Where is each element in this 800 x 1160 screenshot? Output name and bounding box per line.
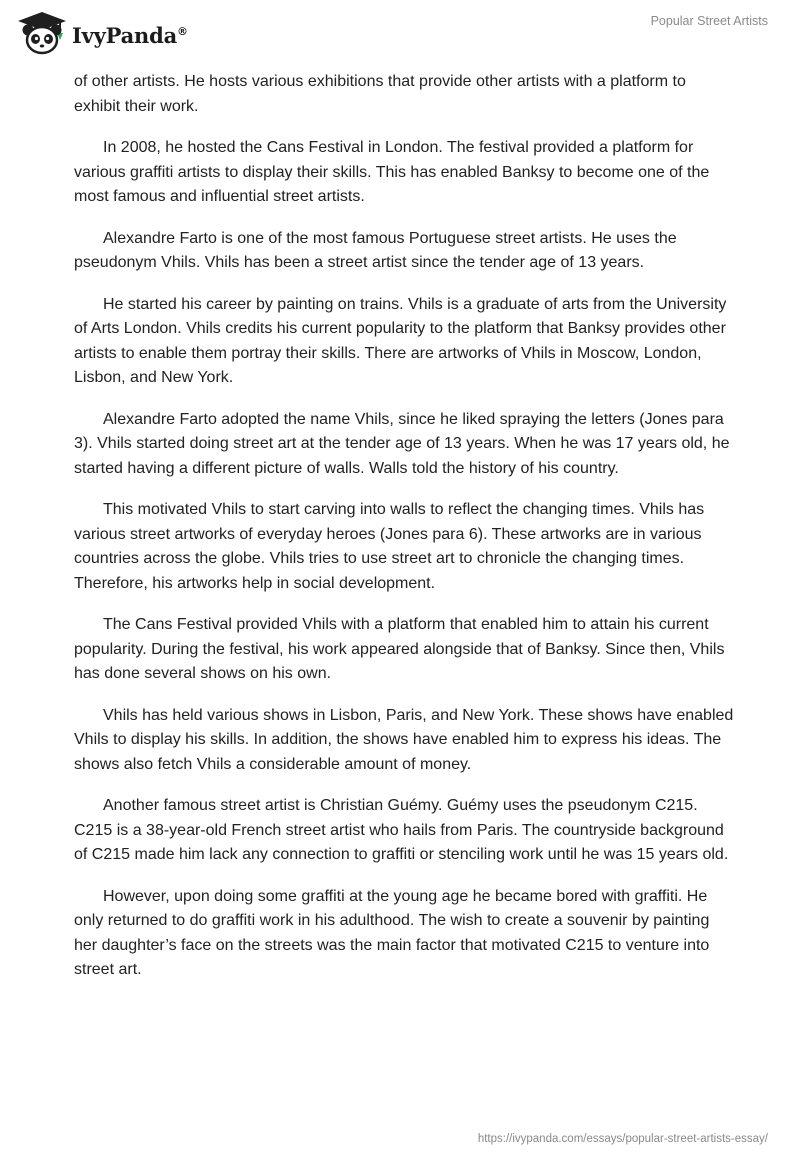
ivypanda-logo[interactable] xyxy=(14,10,188,56)
panda-graduate-icon xyxy=(14,10,70,56)
document-title: Popular Street Artists xyxy=(650,14,768,28)
paragraph: In 2008, he hosted the Cans Festival in London. The festival provided a platform for various graffiti artists to display their skills. This has enabled Banksy to become one of the most famous and influential street artists. xyxy=(74,139,710,205)
essay-body xyxy=(74,70,734,1000)
brand-text: IvyPanda xyxy=(72,22,178,48)
page-header xyxy=(0,0,800,62)
paragraph: of other artists. He hosts various exhibitions that provide other artists with a platform to exhibit their work. xyxy=(74,73,686,115)
brand-name xyxy=(72,23,188,48)
paragraph: However, upon doing some graffiti at the young age he became bored with graffiti. He only returned to do graffiti work in his adulthood. The wish to create a souvenir by painting her daughter’s face on the streets was the main factor that motivated C215 to venture into street art. xyxy=(74,887,710,978)
paragraph: Alexandre Farto is one of the most famous Portuguese street artists. He uses the pseudonym Vhils. Vhils has been a street artist since the tender age of 13 years. xyxy=(74,229,677,271)
paragraph: Vhils has held various shows in Lisbon, Paris, and New York. These shows have enabled Vhils to display his skills. In addition, the shows have enabled him to express his ideas. The shows also fetch Vhils a considerable amount of money. xyxy=(74,706,734,773)
paragraph: He started his career by painting on trains. Vhils is a graduate of arts from the University of Arts London. Vhils credits his current popularity to the platform that Banksy provides other artists to enable them portray their skills. There are artworks of Vhils in Moscow, London, Lisbon, and New York. xyxy=(74,295,727,386)
paragraph: Alexandre Farto adopted the name Vhils, since he liked spraying the letters (Jones para 3). Vhils started doing street art at the tender age of 13 years. When he was 17 years old, he started having a different picture of walls. Walls told the history of his country. xyxy=(74,410,730,477)
paragraph: This motivated Vhils to start carving into walls to reflect the changing times. Vhils has various street artworks of everyday heroes (Jones para 6). These artworks are in various countries across the globe. Vhils tries to use street art to chronicle the changing times. Therefore, his artworks help in social development. xyxy=(74,501,705,592)
paragraph: Another famous street artist is Christian Guémy. Guémy uses the pseudonym C215. C215 is a 38-year-old French street artist who hails from Paris. The countryside background of C215 made him lack any connection to graffiti or stenciling work until he was 15 years old. xyxy=(74,797,729,863)
paragraph: The Cans Festival provided Vhils with a platform that enabled him to attain his current popularity. During the festival, his work appeared alongside that of Banksy. Since then, Vhils has done several shows on his own. xyxy=(74,616,725,682)
registered-mark: ® xyxy=(177,24,188,38)
source-url[interactable]: https://ivypanda.com/essays/popular-street-artists-essay/ xyxy=(477,1133,768,1145)
